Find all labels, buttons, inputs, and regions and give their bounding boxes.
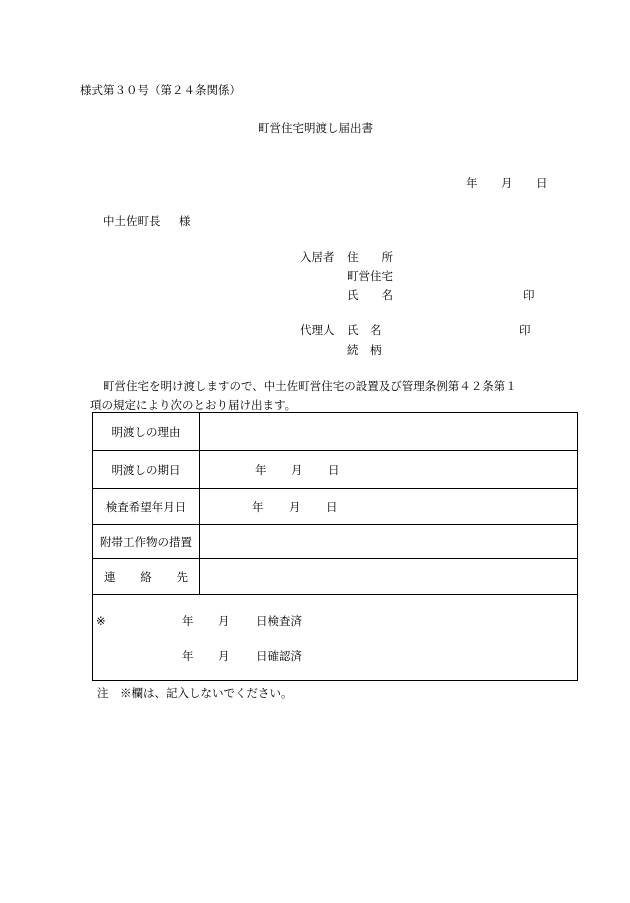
fixtures-field[interactable] <box>200 525 578 559</box>
table-row <box>93 413 578 451</box>
document-title: 町営住宅明渡し届出書 <box>258 121 373 135</box>
table-row <box>93 595 578 681</box>
inspected-year: 年 <box>182 614 194 628</box>
confirmed-label: 日確認済 <box>256 649 302 663</box>
agent-name-label: 氏 名 <box>347 323 382 337</box>
reason-label: 明渡しの理由 <box>93 413 200 451</box>
body-text-line1: 町営住宅を明け渡しますので、中土佐町営住宅の設置及び管理条例第４２条第１ <box>103 379 517 393</box>
date-month: 月 <box>501 176 513 190</box>
resident-label: 入居者 <box>300 250 335 264</box>
contact-field[interactable] <box>200 559 578 595</box>
agent-label: 代理人 <box>300 323 335 337</box>
contact-label-char: 連 <box>104 569 116 584</box>
inspection-day: 日 <box>326 499 338 514</box>
resident-name-label: 氏 名 <box>347 288 393 302</box>
resident-seal: 印 <box>523 288 535 302</box>
moveout-month: 月 <box>291 462 303 477</box>
resident-address-label: 住 所 <box>347 250 393 264</box>
addressee-name: 中土佐町長 <box>103 214 161 228</box>
footer-note: 注 ※欄は、記入しないでください。 <box>97 686 293 700</box>
form-number: 様式第３０号（第２４条関係） <box>80 83 241 97</box>
body-text-line2: 項の規定により次のとおり届け出ます。 <box>90 398 297 412</box>
confirmed-year: 年 <box>182 649 194 663</box>
contact-label-char: 絡 <box>140 569 152 584</box>
contact-label-char: 先 <box>176 569 188 584</box>
inspection-date-field[interactable] <box>200 489 578 525</box>
date-year: 年 <box>466 176 478 190</box>
moveout-year: 年 <box>255 462 267 477</box>
resident-housing-label: 町営住宅 <box>347 269 393 283</box>
inspected-label: 日検査済 <box>256 614 302 628</box>
agent-seal: 印 <box>519 323 531 337</box>
moveout-date-field[interactable] <box>200 451 578 489</box>
official-use-cell <box>93 595 578 681</box>
confirmed-month: 月 <box>218 649 230 663</box>
date-day: 日 <box>536 176 548 190</box>
contact-label <box>93 559 200 595</box>
table-row <box>93 451 578 489</box>
inspection-year: 年 <box>252 499 264 514</box>
table-row <box>93 489 578 525</box>
table-row <box>93 559 578 595</box>
addressee-honorific: 様 <box>179 214 191 228</box>
moveout-date-label: 明渡しの期日 <box>93 451 200 489</box>
inspection-date-label: 検査希望年月日 <box>93 489 200 525</box>
fixtures-label: 附帯工作物の措置 <box>93 525 200 559</box>
reason-field[interactable] <box>200 413 578 451</box>
official-mark: ※ <box>96 614 106 628</box>
inspection-month: 月 <box>289 499 301 514</box>
moveout-day: 日 <box>328 462 340 477</box>
inspected-month: 月 <box>218 614 230 628</box>
table-row <box>93 525 578 559</box>
agent-relation-label: 続 柄 <box>347 343 382 357</box>
notification-table <box>92 412 578 681</box>
